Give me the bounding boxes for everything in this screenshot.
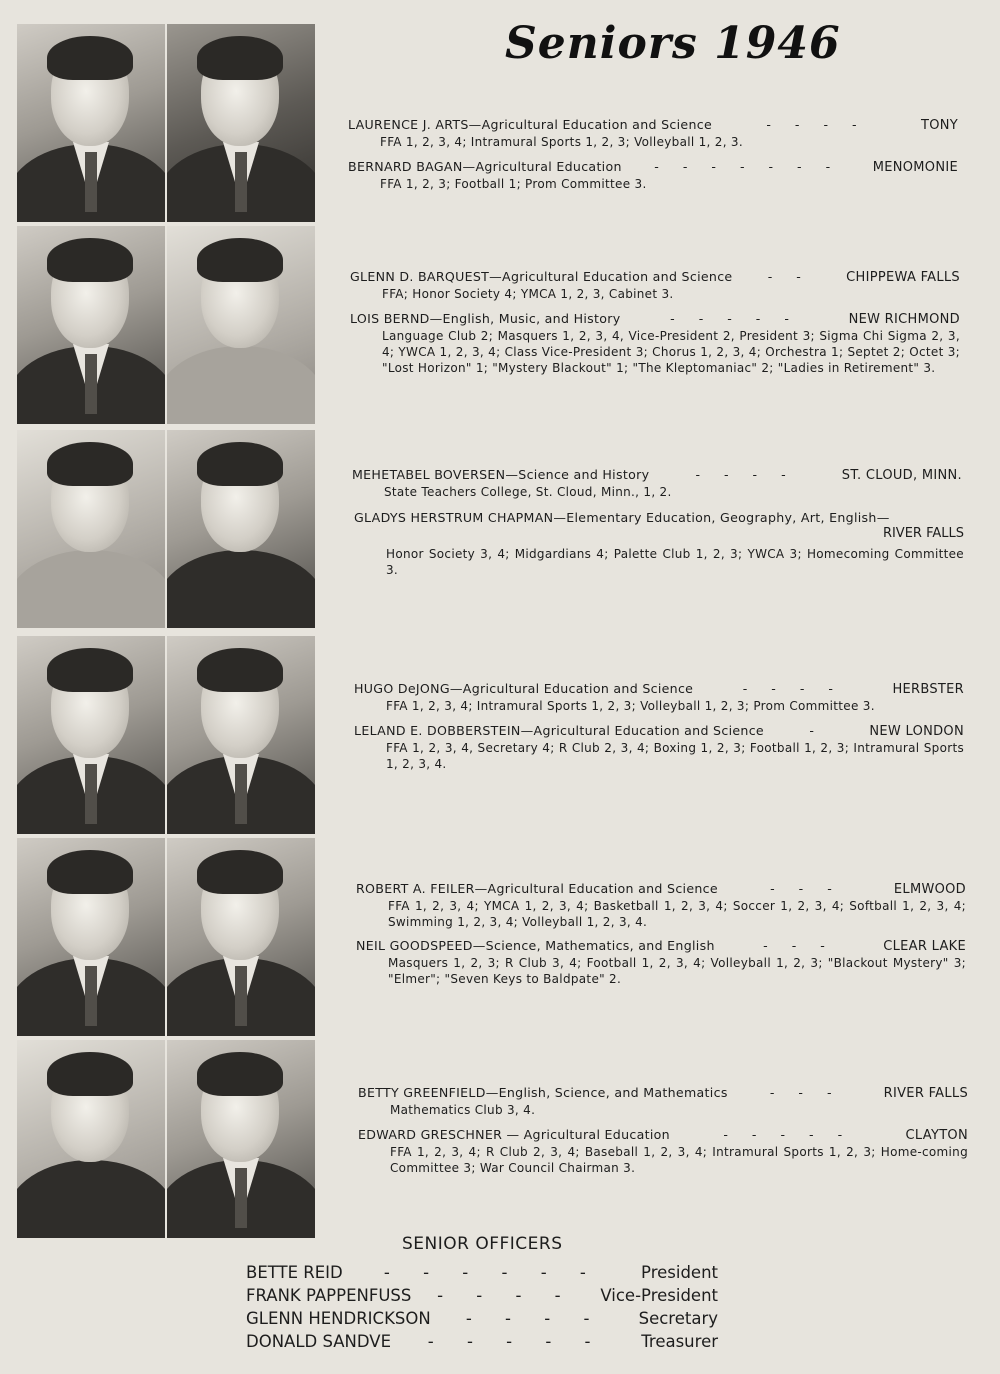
senior-name-major: HUGO DeJONG—Agricultural Education and Science [354, 681, 694, 696]
senior-name-major: GLENN D. BARQUEST—Agricultural Education and Science [350, 269, 733, 284]
officer-row [246, 1285, 718, 1307]
dot-leader: - - - - [465, 1309, 604, 1328]
senior-activities: FFA 1, 2, 3, 4; YMCA 1, 2, 3, 4; Basketball 1, 2, 3, 4; Soccer 1, 2, 3, 4; Softball 1, 2, 3, 4; Swimming 1, 2, 3, 4; Volleyball 1, 2, 3, 4. [388, 899, 966, 929]
senior-hometown: ELMWOOD [893, 882, 966, 897]
officer-name: DONALD SANDVE [246, 1332, 392, 1351]
senior-hometown: CLAYTON [905, 1128, 968, 1143]
senior-activities: Mathematics Club 3, 4. [390, 1103, 536, 1117]
senior-entry [354, 510, 964, 578]
dot-leader: - [809, 723, 824, 738]
dot-leader: - - - - - [723, 1127, 853, 1142]
dot-leader: - - - - - - - [654, 159, 841, 174]
portrait-row [15, 430, 321, 628]
dot-leader: - - - - [742, 681, 843, 696]
portrait-dejong [17, 636, 165, 834]
senior-hometown: MENOMONIE [872, 160, 958, 175]
senior-name-major: EDWARD GRESCHNER — Agricultural Education [358, 1127, 670, 1142]
senior-entry [356, 938, 966, 987]
officer-name: FRANK PAPPENFUSS [246, 1286, 412, 1305]
dot-leader: - - - [769, 1085, 842, 1100]
portrait-goodspeed [167, 838, 315, 1036]
senior-entry [352, 467, 962, 500]
dot-leader: - - - - [437, 1286, 575, 1305]
senior-name-major: BETTY GREENFIELD—English, Science, and Mathematics [358, 1085, 728, 1100]
portrait-dobberstein [167, 636, 315, 834]
officer-name: BETTE REID [246, 1263, 343, 1282]
senior-activities: FFA; Honor Society 4; YMCA 1, 2, 3, Cabinet 3. [382, 287, 674, 301]
senior-hometown: TONY [920, 118, 958, 133]
senior-entry [354, 723, 964, 772]
officer-row [246, 1308, 718, 1330]
officer-row [246, 1331, 718, 1353]
portrait-arts [17, 24, 165, 222]
dot-leader: - - - - - [670, 311, 799, 326]
senior-name-major: NEIL GOODSPEED—Science, Mathematics, and English [356, 938, 715, 953]
portrait-chapman [167, 430, 315, 628]
officer-role: President [641, 1263, 718, 1282]
senior-hometown: RIVER FALLS [883, 1086, 968, 1101]
dot-leader: - - - [770, 881, 842, 896]
senior-entry [350, 311, 960, 376]
senior-entry [358, 1127, 968, 1176]
senior-entry [348, 117, 958, 150]
portrait-greenfield [17, 1040, 165, 1238]
senior-entry [354, 681, 964, 714]
senior-activities: Honor Society 3, 4; Midgardians 4; Palette Club 1, 2, 3; YWCA 3; Homecoming Committee 3. [386, 547, 964, 577]
portrait-row [15, 838, 321, 1036]
dot-leader: - - - - - [427, 1332, 605, 1351]
senior-entry [350, 269, 960, 302]
senior-hometown: CLEAR LAKE [883, 939, 966, 954]
portrait-bagan [167, 24, 315, 222]
senior-name-major: LOIS BERND—English, Music, and History [350, 311, 621, 326]
officer-name: GLENN HENDRICKSON [246, 1309, 431, 1328]
portrait-bernd [167, 226, 315, 424]
senior-activities: FFA 1, 2, 3, 4; Intramural Sports 1, 2, 3; Volleyball 1, 2, 3; Prom Committee 3. [386, 699, 875, 713]
senior-activities: Masquers 1, 2, 3; R Club 3, 4; Football 1, 2, 3, 4; Volleyball 1, 2, 3; "Blackout Mystery" 3; "Elmer"; "Seven Keys to Baldpate" 2. [388, 956, 966, 986]
senior-name-major: LELAND E. DOBBERSTEIN—Agricultural Education and Science [354, 723, 764, 738]
portrait-row [15, 636, 321, 834]
officer-role: Secretary [638, 1309, 718, 1328]
senior-activities: Language Club 2; Masquers 1, 2, 3, 4, Vice-President 2, President 3; Sigma Chi Sigma 2, 3, 4; YWCA 1, 2, 3, 4; Class Vice-President 3; Chorus 1, 2, 3, 4; Orchestra 1; Septet 2; Octet 3; "Lost Horizon" 1; "Mystery Blackout" 1; "The Kleptomaniac" 2; "Ladies in Retirement" 3. [382, 329, 960, 375]
senior-hometown: NEW RICHMOND [848, 312, 960, 327]
senior-hometown: NEW LONDON [869, 724, 964, 739]
officer-role: Treasurer [641, 1332, 718, 1351]
dot-leader: - - - [763, 938, 835, 953]
officer-role: Vice-President [600, 1286, 718, 1305]
senior-activities: FFA 1, 2, 3, 4; R Club 2, 3, 4; Baseball 1, 2, 3, 4; Intramural Sports 1, 2, 3; Home-coming Committee 3; War Council Chairman 3. [390, 1145, 968, 1175]
officers-title: SENIOR OFFICERS [402, 1234, 563, 1254]
portrait-barquest [17, 226, 165, 424]
senior-entry [348, 159, 958, 192]
portrait-row [15, 24, 321, 222]
senior-activities: FFA 1, 2, 3; Football 1; Prom Committee 3. [380, 177, 647, 191]
senior-activities: FFA 1, 2, 3, 4; Intramural Sports 1, 2, 3; Volleyball 1, 2, 3. [380, 135, 743, 149]
portrait-row [15, 1040, 321, 1238]
senior-hometown: RIVER FALLS [882, 526, 964, 541]
portrait-greschner [167, 1040, 315, 1238]
senior-name-major: BERNARD BAGAN—Agricultural Education [348, 159, 622, 174]
senior-entry [358, 1085, 968, 1118]
senior-entry [356, 881, 966, 930]
senior-name-major: LAURENCE J. ARTS—Agricultural Education and Science [348, 117, 712, 132]
senior-hometown: ST. CLOUD, MINN. [841, 468, 962, 483]
senior-name-major: GLADYS HERSTRUM CHAPMAN—Elementary Education, Geography, Art, English— [354, 510, 890, 525]
page-heading: Seniors 1946 [505, 18, 841, 69]
dot-leader: - - - - [695, 467, 796, 482]
senior-activities: FFA 1, 2, 3, 4, Secretary 4; R Club 2, 3, 4; Boxing 1, 2, 3; Football 1, 2, 3; Intramural Sports 1, 2, 3, 4. [386, 741, 964, 771]
dot-leader: - - - - - - [383, 1263, 600, 1282]
portrait-boversen [17, 430, 165, 628]
portrait-row [15, 226, 321, 424]
senior-activities: State Teachers College, St. Cloud, Minn., 1, 2. [384, 485, 672, 499]
senior-hometown: HERBSTER [892, 682, 964, 697]
portrait-feiler [17, 838, 165, 1036]
dot-leader: - - [767, 269, 811, 284]
senior-name-major: ROBERT A. FEILER—Agricultural Education and Science [356, 881, 718, 896]
senior-name-major: MEHETABEL BOVERSEN—Science and History [352, 467, 650, 482]
officer-row [246, 1262, 718, 1284]
dot-leader: - - - - [766, 117, 867, 132]
senior-hometown: CHIPPEWA FALLS [846, 270, 960, 285]
